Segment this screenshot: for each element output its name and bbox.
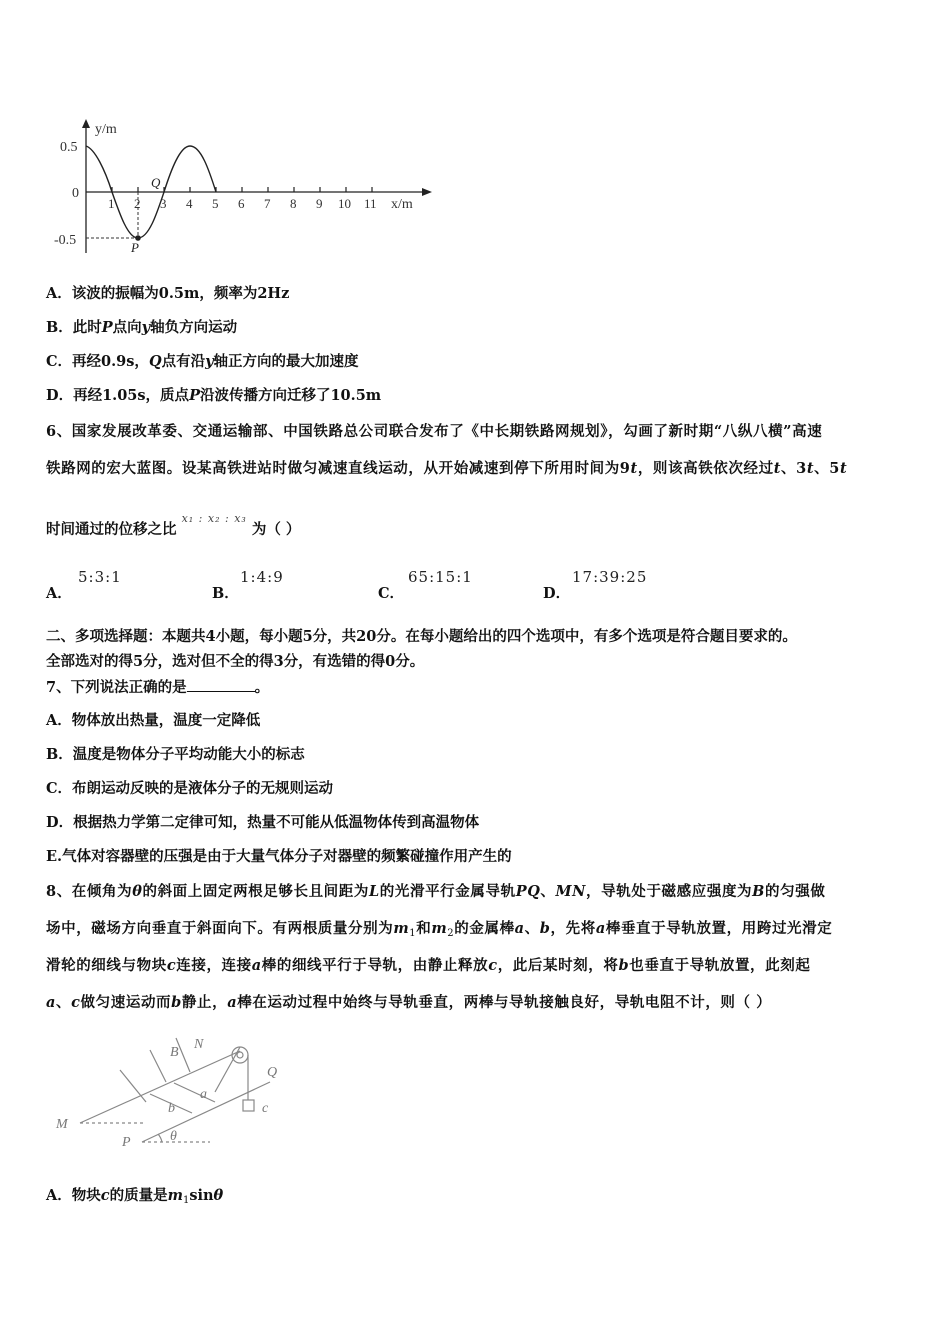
stem-text: 、3 <box>781 460 807 477</box>
point-p-label: P <box>131 240 139 255</box>
stem-text: 棒在运动过程中始终与导轨垂直，两棒与导轨接触良好，导轨电阻不计，则（ ） <box>237 994 772 1011</box>
option-label: C． <box>46 353 73 370</box>
q6-option-a-value: 5:3:1 <box>78 568 122 586</box>
string-a <box>215 1047 240 1092</box>
var-c: c <box>100 1187 110 1204</box>
q6-option-d-label: D． <box>543 585 571 602</box>
q5-option-c <box>46 352 359 372</box>
option-text: 点有沿 <box>161 353 206 370</box>
stem-text: 、5 <box>814 460 840 477</box>
var-q: Q <box>148 353 162 370</box>
var-c: c <box>71 994 81 1011</box>
q6-stem-line2 <box>46 459 847 479</box>
stem-text: ，则该高铁依次经过 <box>637 460 774 477</box>
q6-option-d-value: 17:39:25 <box>572 568 648 586</box>
stem-text: 也垂直于导轨放置，此刻起 <box>629 957 811 974</box>
var-t: t <box>630 460 638 477</box>
stem-text: 棒垂直于导轨放置，用跨过光滑定 <box>605 920 833 937</box>
label-p: P <box>122 1135 131 1150</box>
rail-mn <box>80 1051 240 1123</box>
option-label: A． <box>46 285 72 302</box>
stem-text: ，先将 <box>550 920 596 937</box>
stem-text: 、 <box>540 883 556 900</box>
var-p: P <box>189 387 200 404</box>
y-tick-0.5: 0.5 <box>60 140 78 155</box>
stem-text: 做匀速运动而 <box>80 994 172 1011</box>
x-tick-3: 3 <box>160 196 167 211</box>
stem-text: 时间通过的位移之比 <box>46 521 177 538</box>
q8-stem-line3 <box>46 956 810 976</box>
x-tick-6: 6 <box>238 196 245 211</box>
option-text: 轴负方向运动 <box>150 319 238 336</box>
option-label: B． <box>46 319 73 336</box>
var-a: a <box>595 920 606 937</box>
label-n: N <box>194 1037 204 1052</box>
stem-text: ，导轨处于磁感应强度为 <box>586 883 753 900</box>
option-text: 点向 <box>112 319 142 336</box>
y-tick-neg0.5: -0.5 <box>54 233 77 248</box>
pulley <box>232 1047 248 1063</box>
q6-stem-line3 <box>46 512 301 541</box>
q8-stem-line1 <box>46 882 825 902</box>
q6-option-b-label: B． <box>212 585 239 602</box>
ratio-expression: x₁ : x₂ : x₃ <box>181 512 247 525</box>
option-text: 的质量是 <box>109 1187 168 1204</box>
x-tick-1: 1 <box>108 196 115 211</box>
stem-text: 、 <box>524 920 540 937</box>
x-tick-8: 8 <box>290 196 297 211</box>
option-text: 再经0.9s， <box>72 353 149 370</box>
y-axis-label: y/m <box>95 122 117 137</box>
label-q: Q <box>267 1065 278 1080</box>
stem-text: 场中，磁场方向垂直于斜面向下。有两根质量分别为 <box>46 920 394 937</box>
var-t: t <box>839 460 848 477</box>
var-b: b <box>539 920 551 937</box>
label-b: b <box>168 1101 175 1116</box>
q6-option-c-value: 65:15:1 <box>408 568 473 586</box>
stem-text: 的斜面上固定两根足够长且间距为 <box>142 883 369 900</box>
section2-heading-line1: 二、多项选择题：本题共4小题，每小题5分，共20分。在每小题给出的四个选项中，有多个选项是符合题目要求的。 <box>46 628 797 645</box>
var-t: t <box>773 460 782 477</box>
x-tick-11: 11 <box>364 196 377 211</box>
q7-option-d: D．根据热力学第二定律可知，热量不可能从低温物体传到高温物体 <box>46 814 480 831</box>
var-a: a <box>251 957 262 974</box>
option-text: A．物块 <box>46 1187 101 1204</box>
subscript: 1 <box>409 928 417 939</box>
var-b-field: B <box>752 883 766 900</box>
option-text: 沿波传播方向迁移了10.5m <box>199 387 382 404</box>
bar-a <box>174 1083 215 1102</box>
label-theta: θ <box>170 1129 177 1144</box>
option-text: sin <box>189 1187 214 1204</box>
var-c: c <box>166 957 177 974</box>
stem-text: 、 <box>56 994 72 1011</box>
answer-blank <box>187 677 255 692</box>
var-a: a <box>227 994 238 1011</box>
var-t: t <box>806 460 815 477</box>
subscript: 2 <box>447 928 455 939</box>
stem-text: 静止， <box>181 994 228 1011</box>
incline-rails-figure <box>50 1030 300 1155</box>
x-tick-7: 7 <box>264 196 271 211</box>
stem-text: 和 <box>416 920 432 937</box>
stem-text: 棒的细线平行于导轨，由静止释放 <box>261 957 489 974</box>
label-b-field: B <box>170 1045 179 1060</box>
q7-option-e: E.气体对容器壁的压强是由于大量气体分子对器壁的频繁碰撞作用产生的 <box>46 848 512 865</box>
block-c <box>243 1100 254 1111</box>
x-tick-2: 2 <box>134 196 141 211</box>
var-l: L <box>368 883 380 900</box>
q6-option-c-label: C． <box>378 585 405 602</box>
pulley-hub <box>237 1052 243 1058</box>
stem-text: ，此后某时刻，将 <box>497 957 619 974</box>
x-tick-5: 5 <box>212 196 219 211</box>
x-tick-4: 4 <box>186 196 193 211</box>
var-m: m <box>431 920 448 937</box>
stem-text: 的匀强做 <box>765 883 826 900</box>
q8-stem-line2 <box>46 919 832 941</box>
q7-option-a: A．物体放出热量，温度一定降低 <box>46 712 261 729</box>
stem-text: 的光滑平行金属导轨 <box>379 883 516 900</box>
q8-stem-line4 <box>46 993 771 1013</box>
section2-heading-line2: 全部选对的得5分，选对但不全的得3分，有选错的得0分。 <box>46 653 425 670</box>
stem-text: 7、下列说法正确的是 <box>46 679 187 696</box>
q5-option-b <box>46 318 237 338</box>
var-a: a <box>514 920 525 937</box>
stem-text: 铁路网的宏大蓝图。设某高铁进站时做匀减速直线运动，从开始减速到停下所用时间为9 <box>46 460 631 477</box>
q6-option-a-label: A． <box>46 585 72 602</box>
var-b: b <box>171 994 182 1011</box>
option-text: 轴正方向的最大加速度 <box>213 353 359 370</box>
point-q-label: Q <box>151 175 161 190</box>
var-b: b <box>618 957 630 974</box>
var-y: y <box>205 353 214 370</box>
q6-stem-line1: 6、国家发展改革委、交通运输部、中国铁路总公司联合发布了《中长期铁路网规划》，勾画了新时期“八纵八横”高速 <box>46 423 823 440</box>
label-m: M <box>56 1117 68 1132</box>
q5-option-d <box>46 386 381 406</box>
var-c: c <box>488 957 498 974</box>
theta-arc <box>158 1134 162 1142</box>
option-label: D． <box>46 387 74 404</box>
x-axis-label: x/m <box>391 197 413 212</box>
x-tick-9: 9 <box>316 196 323 211</box>
var-y: y <box>141 319 151 336</box>
field-line-1 <box>120 1070 146 1102</box>
var-pq: PQ <box>515 883 541 900</box>
q6-option-b-value: 1:4:9 <box>240 568 284 586</box>
q8-option-a <box>46 1186 223 1208</box>
label-c: c <box>262 1101 269 1116</box>
stem-text: 。 <box>254 679 270 696</box>
option-text: 该波的振幅为0.5m，频率为2Hz <box>71 285 290 302</box>
var-p: P <box>101 319 113 336</box>
option-text: 再经1.05s，质点 <box>73 387 190 404</box>
var-m: m <box>393 920 410 937</box>
q7-option-b: B．温度是物体分子平均动能大小的标志 <box>46 746 305 763</box>
x-axis-arrow <box>422 188 432 196</box>
x-tick-10: 10 <box>338 196 351 211</box>
stem-text: 滑轮的细线与物块 <box>46 957 167 974</box>
q7-stem <box>46 677 269 698</box>
stem-text: 8、在倾角为 <box>46 883 133 900</box>
stem-text: 连接，连接 <box>176 957 252 974</box>
field-line-2 <box>150 1050 166 1082</box>
q7-option-c: C．布朗运动反映的是液体分子的无规则运动 <box>46 780 334 797</box>
var-a: a <box>46 994 56 1011</box>
y-tick-0: 0 <box>72 186 79 201</box>
option-text: 此时 <box>72 319 102 336</box>
var-m: m <box>167 1187 183 1204</box>
wave-graph <box>50 115 440 260</box>
stem-text: 的金属棒 <box>454 920 515 937</box>
y-axis-arrow <box>82 119 90 128</box>
var-mn: MN <box>555 883 587 900</box>
label-a: a <box>200 1087 207 1102</box>
q5-option-a <box>46 284 289 304</box>
subscript: 1 <box>182 1195 190 1206</box>
stem-text: 为（ ） <box>251 521 301 538</box>
var-theta: θ <box>213 1187 224 1204</box>
var-theta: θ <box>132 883 143 900</box>
